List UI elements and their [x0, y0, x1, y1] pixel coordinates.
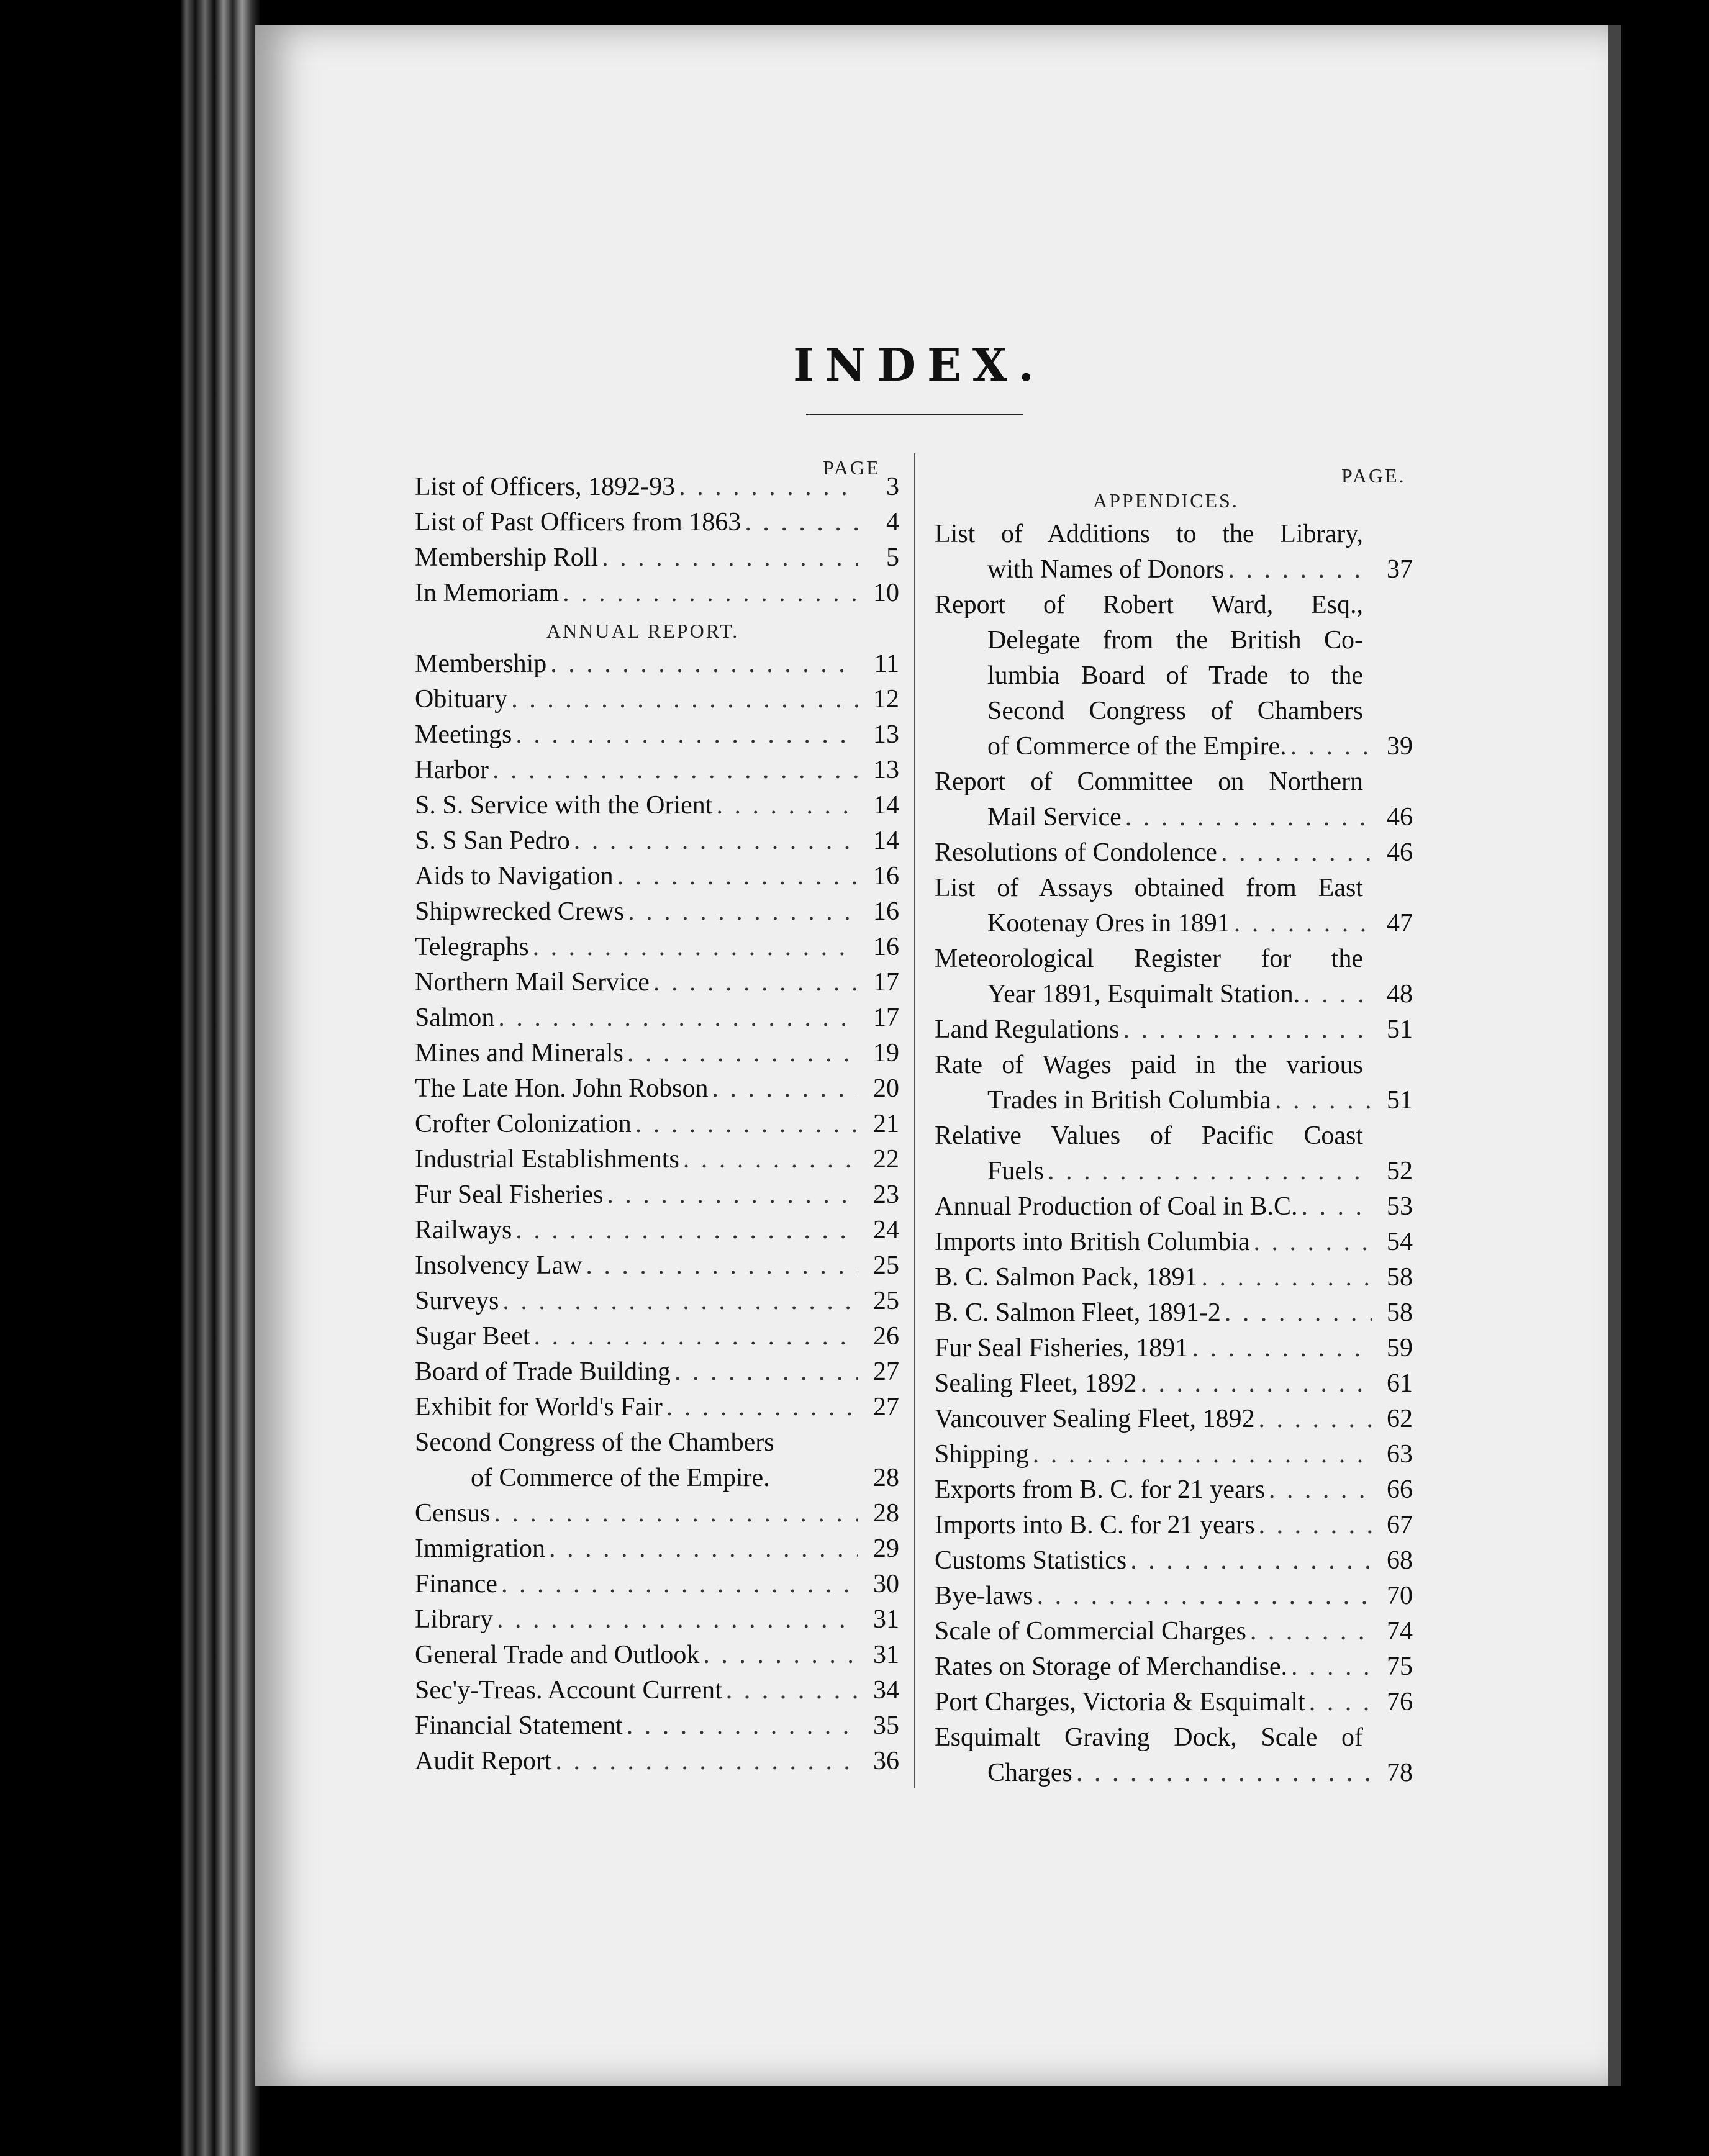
page-number: 76 [1387, 1688, 1413, 1716]
entry-title: List of Past Officers from 1863 [415, 508, 741, 537]
page-number: 48 [1387, 980, 1413, 1008]
entry-title: The Late Hon. John Robson [415, 1074, 709, 1103]
index-entry [415, 507, 899, 543]
page-number: 36 [873, 1747, 899, 1775]
index-entry [935, 1546, 1413, 1582]
page-number: 54 [1387, 1228, 1413, 1256]
index-entry [415, 578, 899, 614]
page-number: 13 [873, 756, 899, 784]
entry-title: Report of Committee on Northern [935, 768, 1363, 796]
index-entry [415, 1605, 899, 1641]
entry-title: Customs Statistics [935, 1546, 1127, 1575]
index-entry [415, 1357, 899, 1393]
leader-dots [1290, 732, 1372, 761]
leader-dots [607, 1180, 858, 1210]
page-number: 28 [873, 1499, 899, 1528]
entry-title: Esquimalt Graving Dock, Scale of [935, 1723, 1363, 1752]
index-entry [415, 1321, 899, 1357]
entry-title: Board of Trade Building [415, 1357, 671, 1386]
page-number: 27 [873, 1393, 899, 1421]
page-number: 3 [886, 473, 899, 501]
book-spine [0, 0, 261, 2156]
page-number: 16 [873, 897, 899, 926]
page-edge [1608, 25, 1621, 2086]
leader-dots [1228, 555, 1372, 584]
leader-dots [549, 1534, 858, 1564]
index-entry [415, 1675, 899, 1711]
index-entry [415, 472, 899, 508]
leader-dots [497, 1605, 858, 1634]
right-page-header: PAGE. [1341, 464, 1406, 487]
index-entry [935, 1262, 1413, 1298]
index-entry [415, 790, 899, 827]
index-entry [987, 1758, 1413, 1794]
page-number: 22 [873, 1145, 899, 1174]
index-entry [935, 838, 1413, 874]
entry-title: In Memoriam [415, 579, 560, 607]
entry-title: of Commerce of the Empire. [471, 1464, 770, 1492]
page-number: 17 [873, 968, 899, 997]
leader-dots [1140, 1369, 1372, 1398]
section-heading: ANNUAL REPORT. [546, 620, 740, 642]
entry-title: Relative Values of Pacific Coast [935, 1121, 1363, 1150]
page-number: 14 [873, 827, 899, 855]
leader-dots [586, 1251, 858, 1280]
entry-title: Telegraphs [415, 933, 529, 961]
page-number: 51 [1387, 1015, 1413, 1044]
index-entry [935, 1439, 1413, 1475]
page-number: 14 [873, 791, 899, 820]
leader-dots [574, 826, 858, 856]
entry-title: with Names of Donors [987, 555, 1225, 584]
index-entry [935, 1404, 1413, 1440]
index-entry [415, 1392, 899, 1428]
entry-title: Immigration [415, 1534, 545, 1563]
leader-dots [515, 1215, 858, 1245]
title-rule [806, 414, 1023, 415]
leader-dots [502, 1286, 858, 1316]
page-number: 10 [873, 579, 899, 607]
entry-title: Annual Production of Coal in B.C. [935, 1192, 1298, 1221]
leader-dots [703, 1640, 858, 1670]
entry-title: Meteorological Register for the [935, 944, 1363, 973]
leader-dots [679, 472, 858, 502]
leader-dots [1259, 1404, 1372, 1434]
entry-title: lumbia Board of Trade to the [987, 661, 1363, 690]
index-entry [415, 684, 899, 720]
index-entry [935, 1369, 1413, 1405]
leader-dots [1275, 1085, 1372, 1115]
leader-dots [666, 1392, 858, 1422]
leader-dots [726, 1675, 858, 1705]
index-entry [415, 1711, 899, 1747]
leader-dots [1303, 979, 1372, 1009]
leader-dots [533, 932, 858, 962]
page-number: 51 [1387, 1086, 1413, 1115]
index-entry [415, 543, 899, 579]
index-entry [987, 979, 1413, 1015]
page-number: 25 [873, 1251, 899, 1280]
leader-dots [1301, 1192, 1372, 1221]
leader-dots [498, 1003, 858, 1033]
leader-dots [683, 1144, 858, 1174]
page-number: 59 [1387, 1334, 1413, 1362]
index-entry [415, 1286, 899, 1322]
entry-title: Imports into B. C. for 21 years [935, 1511, 1255, 1539]
page-number: 47 [1387, 909, 1413, 938]
entry-title: Fur Seal Fisheries [415, 1180, 604, 1209]
page-number: 5 [886, 543, 899, 572]
leader-dots [617, 861, 858, 891]
entry-title: Shipping [935, 1440, 1029, 1469]
leader-dots [563, 578, 858, 608]
leader-dots [712, 1074, 858, 1103]
leader-dots [602, 543, 858, 573]
leader-dots [1234, 908, 1372, 938]
index-entry [415, 1144, 899, 1180]
leader-dots [653, 967, 858, 997]
entry-title: Fuels [987, 1157, 1045, 1185]
entry-title: B. C. Salmon Pack, 1891 [935, 1263, 1198, 1292]
index-entry [415, 1746, 899, 1782]
entry-title: Sec'y-Treas. Account Current [415, 1676, 722, 1705]
page-number: 29 [873, 1534, 899, 1563]
entry-title: Shipwrecked Crews [415, 897, 625, 926]
leader-dots [1225, 1298, 1372, 1328]
entry-title: Census [415, 1499, 491, 1528]
index-entry [415, 1569, 899, 1605]
leader-dots [515, 720, 858, 750]
page-number: 67 [1387, 1511, 1413, 1539]
leader-dots [501, 1569, 858, 1599]
left-page-header: PAGE [823, 456, 881, 479]
entry-title: of Commerce of the Empire. [987, 732, 1287, 761]
page-number: 35 [873, 1711, 899, 1740]
leader-dots [635, 1109, 858, 1139]
index-entry [415, 967, 899, 1003]
index-entry [415, 1180, 899, 1216]
index-entry [935, 1227, 1413, 1263]
page-number: 46 [1387, 838, 1413, 867]
page-number: 27 [873, 1357, 899, 1386]
entry-title: Crofter Colonization [415, 1110, 632, 1138]
leader-dots [1221, 838, 1372, 867]
page-number: 11 [874, 650, 899, 678]
index-entry [415, 1038, 899, 1074]
entry-title: List of Assays obtained from East [935, 874, 1363, 902]
page-number: 13 [873, 720, 899, 749]
entry-title: Sugar Beet [415, 1322, 530, 1351]
index-entry [415, 1215, 899, 1251]
entry-title: Imports into British Columbia [935, 1228, 1250, 1256]
entry-title: Membership [415, 650, 547, 678]
index-entry [415, 897, 899, 933]
leader-dots [627, 1711, 858, 1741]
entry-title: Mail Service [987, 803, 1122, 831]
page-number: 66 [1387, 1475, 1413, 1504]
index-entry [935, 1298, 1413, 1334]
leader-dots [1192, 1333, 1372, 1363]
index-entry [935, 1652, 1413, 1688]
entry-title: List of Officers, 1892-93 [415, 473, 676, 501]
page-number: 58 [1387, 1263, 1413, 1292]
entry-title: Surveys [415, 1287, 499, 1315]
entry-title: Northern Mail Service [415, 968, 650, 997]
leader-dots [628, 897, 858, 926]
index-entry [987, 555, 1413, 591]
page-number: 21 [873, 1110, 899, 1138]
page-title: INDEX. [793, 338, 1045, 391]
index-entry [415, 826, 899, 862]
entry-title: Fur Seal Fisheries, 1891 [935, 1334, 1189, 1362]
page-number: 12 [873, 685, 899, 713]
page-number: 16 [873, 862, 899, 890]
page-number: 4 [886, 508, 899, 537]
entry-title: List of Additions to the Library, [935, 520, 1363, 548]
entry-title: Obituary [415, 685, 508, 713]
leader-dots [1309, 1687, 1372, 1717]
entry-title: Port Charges, Victoria & Esquimalt [935, 1688, 1305, 1716]
entry-title: Delegate from the British Co- [987, 626, 1363, 654]
index-entry [415, 755, 899, 791]
leader-dots [1259, 1510, 1372, 1540]
leader-dots [1202, 1262, 1372, 1292]
index-entry [415, 1251, 899, 1287]
page-number: 53 [1387, 1192, 1413, 1221]
index-entry [415, 1534, 899, 1570]
page-number: 20 [873, 1074, 899, 1103]
leader-dots [1048, 1156, 1372, 1186]
entry-title: Library [415, 1605, 493, 1634]
page-number: 34 [873, 1676, 899, 1705]
entry-title: Resolutions of Condolence [935, 838, 1217, 867]
leader-dots [1254, 1227, 1372, 1257]
entry-title: Industrial Establishments [415, 1145, 679, 1174]
page-number: 68 [1387, 1546, 1413, 1575]
entry-title: Membership Roll [415, 543, 599, 572]
page-number: 24 [873, 1216, 899, 1244]
page-number: 58 [1387, 1298, 1413, 1327]
page-number: 74 [1387, 1617, 1413, 1646]
leader-dots [550, 649, 858, 679]
index-entry [415, 1640, 899, 1676]
index-entry [935, 1616, 1413, 1652]
page-number: 26 [873, 1322, 899, 1351]
entry-title: Rates on Storage of Merchandise. [935, 1652, 1288, 1681]
page-number: 62 [1387, 1405, 1413, 1433]
leader-dots [674, 1357, 858, 1387]
index-entry [935, 1475, 1413, 1511]
entry-title: Audit Report [415, 1747, 552, 1775]
page-number: 16 [873, 933, 899, 961]
leader-dots [745, 507, 858, 537]
page-number: 63 [1387, 1440, 1413, 1469]
page-number: 78 [1387, 1759, 1413, 1787]
index-entry [415, 1498, 899, 1534]
page-number: 39 [1387, 732, 1413, 761]
entry-title: Year 1891, Esquimalt Station. [987, 980, 1300, 1008]
page-number: 23 [873, 1180, 899, 1209]
entry-title: Aids to Navigation [415, 862, 614, 890]
index-entry [935, 1687, 1413, 1723]
column-divider [914, 453, 915, 1788]
entry-title: Land Regulations [935, 1015, 1120, 1044]
index-entry [415, 1109, 899, 1145]
entry-title: Insolvency Law [415, 1251, 583, 1280]
entry-title: Salmon [415, 1003, 495, 1032]
entry-title: Rate of Wages paid in the various [935, 1051, 1363, 1079]
entry-title: Exhibit for World's Fair [415, 1393, 663, 1421]
entry-title: Second Congress of Chambers [987, 697, 1363, 725]
index-entry [987, 802, 1413, 838]
entry-title: Trades in British Columbia [987, 1086, 1271, 1115]
entry-title: Kootenay Ores in 1891 [987, 909, 1230, 938]
entry-title: Railways [415, 1216, 512, 1244]
index-entry [415, 1074, 899, 1110]
entry-title: General Trade and Outlook [415, 1641, 700, 1669]
entry-title: Mines and Minerals [415, 1039, 623, 1067]
page-number: 75 [1387, 1652, 1413, 1681]
entry-title: Scale of Commercial Charges [935, 1617, 1246, 1646]
entry-title: Harbor [415, 756, 489, 784]
page-number: 46 [1387, 803, 1413, 831]
leader-dots [494, 1498, 858, 1528]
leader-dots [1076, 1758, 1372, 1788]
leader-dots [1123, 1015, 1372, 1044]
entry-title: S. S. Service with the Orient [415, 791, 713, 820]
leader-dots [1291, 1652, 1372, 1682]
index-entry [987, 1085, 1413, 1121]
leader-dots [1125, 802, 1372, 832]
index-entry [415, 861, 899, 897]
index-entry [935, 1192, 1413, 1228]
entry-title: Financial Statement [415, 1711, 623, 1740]
index-entry [415, 720, 899, 756]
index-entry [987, 1156, 1413, 1192]
entry-title: Exports from B. C. for 21 years [935, 1475, 1265, 1504]
leader-dots [1269, 1475, 1372, 1505]
page-number: 31 [873, 1641, 899, 1669]
leader-dots [627, 1038, 858, 1068]
index-entry [415, 932, 899, 968]
leader-dots [716, 790, 858, 820]
page-number: 52 [1387, 1157, 1413, 1185]
entry-title: B. C. Salmon Fleet, 1891-2 [935, 1298, 1221, 1327]
page-number: 19 [873, 1039, 899, 1067]
index-entry [935, 1581, 1413, 1617]
index-entry [987, 732, 1413, 768]
page-number: 31 [873, 1605, 899, 1634]
page-number: 61 [1387, 1369, 1413, 1398]
entry-title: Charges [987, 1759, 1072, 1787]
entry-title: Finance [415, 1570, 497, 1598]
entry-title: Meetings [415, 720, 512, 749]
index-entry [935, 1015, 1413, 1051]
leader-dots [511, 684, 858, 714]
page-number: 70 [1387, 1582, 1413, 1610]
page-number: 37 [1387, 555, 1413, 584]
page-number: 17 [873, 1003, 899, 1032]
index-entry [935, 1333, 1413, 1369]
entry-title: Second Congress of the Chambers [415, 1428, 774, 1457]
leader-dots [533, 1321, 858, 1351]
leader-dots [1033, 1439, 1372, 1469]
leader-dots [555, 1746, 858, 1776]
page-number: 30 [873, 1570, 899, 1598]
entry-title: Report of Robert Ward, Esq., [935, 591, 1363, 619]
index-entry [935, 1510, 1413, 1546]
page-number: 28 [873, 1464, 899, 1492]
leader-dots [492, 755, 858, 785]
index-entry [987, 908, 1413, 944]
section-heading: APPENDICES. [1093, 489, 1239, 512]
leader-dots [1130, 1546, 1372, 1575]
entry-title: S. S San Pedro [415, 827, 570, 855]
index-entry [415, 649, 899, 685]
entry-title: Bye-laws [935, 1582, 1033, 1610]
page-number: 25 [873, 1287, 899, 1315]
leader-dots [1037, 1581, 1372, 1611]
leader-dots [1250, 1616, 1372, 1646]
entry-title: Vancouver Sealing Fleet, 1892 [935, 1405, 1255, 1433]
entry-title: Sealing Fleet, 1892 [935, 1369, 1137, 1398]
index-entry [415, 1003, 899, 1039]
